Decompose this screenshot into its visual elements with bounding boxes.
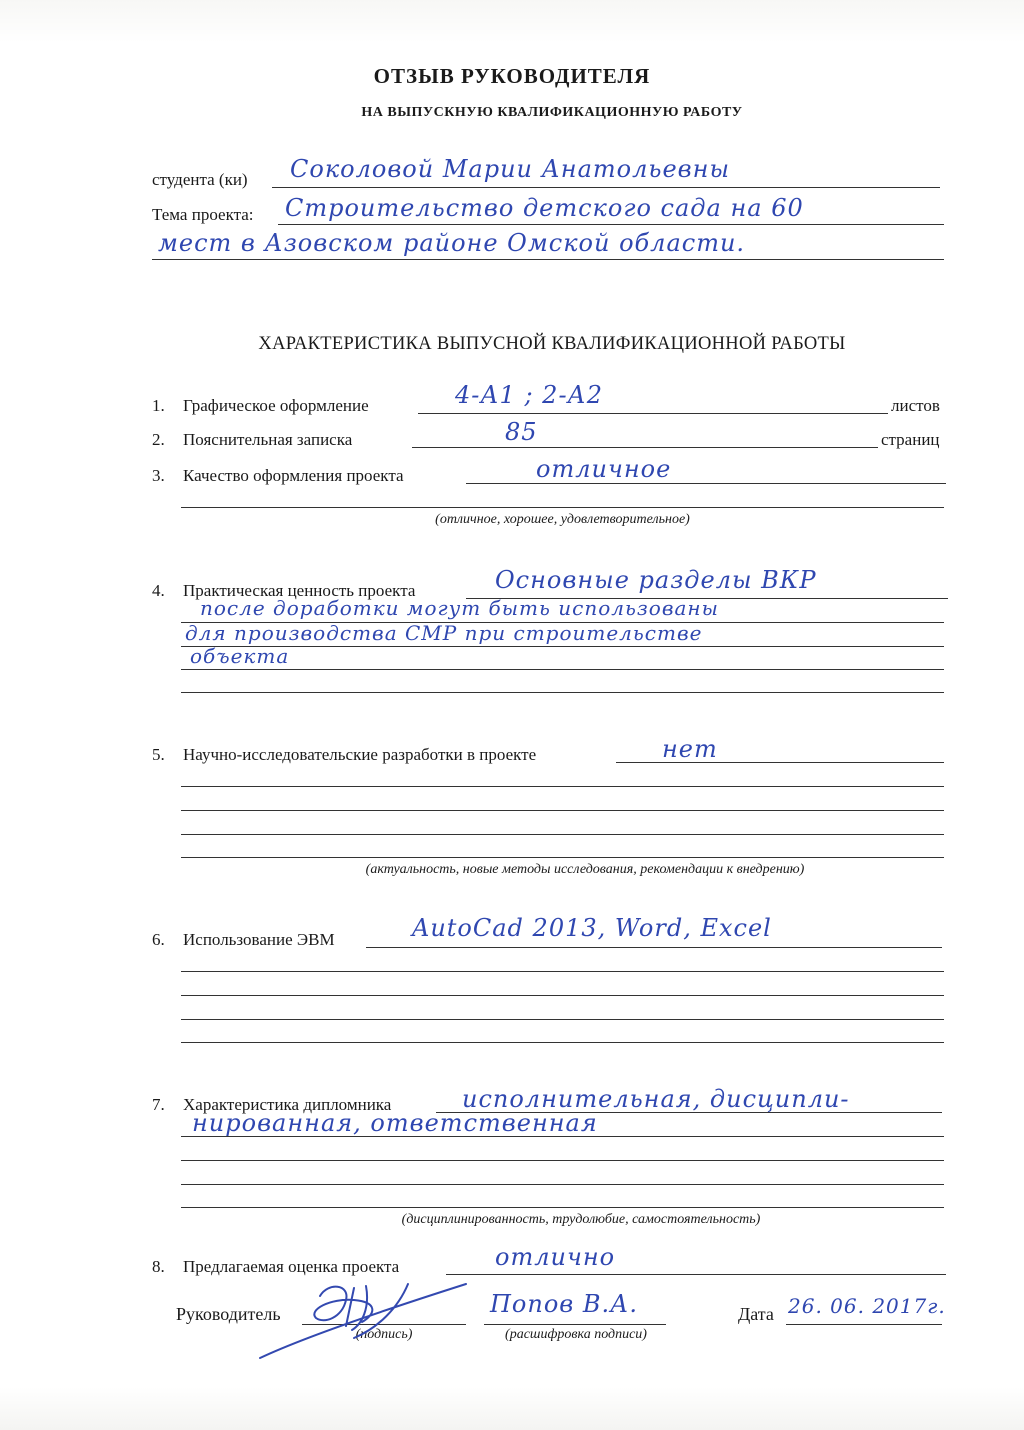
item-7-handwritten-1: исполнительная, дисципли- — [462, 1085, 850, 1113]
item-6-line-3 — [181, 995, 944, 996]
item-8-handwritten: отлично — [495, 1243, 616, 1271]
item-4-number: 4. — [152, 581, 165, 600]
item-5-line-3 — [181, 810, 944, 811]
item-4-line-5 — [181, 692, 944, 693]
student-label: студента (ки) — [152, 170, 248, 189]
item-3-handwritten: отличное — [536, 455, 672, 483]
item-3-label: Качество оформления проекта — [183, 466, 404, 485]
item-5-label: Научно-исследовательские разработки в проекте — [183, 745, 537, 764]
supervisor-name-handwritten: Попов В.А. — [490, 1290, 638, 1318]
student-line — [272, 187, 940, 188]
topic-line-2 — [152, 259, 944, 260]
item-6-line-2 — [181, 971, 944, 972]
document-subtitle: НА ВЫПУСКНУЮ КВАЛИФИКАЦИОННУЮ РАБОТУ — [361, 105, 743, 120]
item-3-hint: (отличное, хорошее, удовлетворительное) — [435, 512, 690, 527]
item-7-handwritten-2: нированная, ответственная — [192, 1109, 598, 1137]
item-5-line-2 — [181, 786, 944, 787]
item-6-label: Использование ЭВМ — [183, 930, 335, 949]
item-6-number: 6. — [152, 930, 165, 949]
topic-handwritten-1: Строительство детского сада на 60 — [285, 194, 804, 222]
item-8-number: 8. — [152, 1257, 165, 1276]
item-2-line — [412, 447, 878, 448]
signature-scribble — [258, 1278, 473, 1368]
item-7-line-5 — [181, 1207, 944, 1208]
item-7-line-3 — [181, 1160, 944, 1161]
section-heading: ХАРАКТЕРИСТИКА ВЫПУСНОЙ КВАЛИФИКАЦИОННОЙ РАБОТЫ — [258, 334, 846, 354]
item-1-handwritten: 4-А1 ; 2-А2 — [455, 381, 603, 409]
item-4-line-4 — [181, 669, 944, 670]
item-2-number: 2. — [152, 430, 165, 449]
student-name-handwritten: Соколовой Марии Анатольевны — [290, 155, 730, 183]
supervisor-label: Руководитель — [176, 1304, 281, 1324]
topic-line-1 — [278, 224, 944, 225]
item-7-hint: (дисциплинированность, трудолюбие, самостоятельность) — [401, 1212, 761, 1227]
item-1-label: Графическое оформление — [183, 396, 369, 415]
signature-hint: (подпись) — [355, 1327, 413, 1342]
item-4-line-3 — [181, 646, 944, 647]
item-7-line-4 — [181, 1184, 944, 1185]
date-label: Дата — [738, 1304, 774, 1324]
item-4-handwritten-4: объекта — [190, 644, 290, 668]
topic-label: Тема проекта: — [152, 205, 254, 224]
item-6-line-1 — [366, 947, 942, 948]
item-2-label: Пояснительная записка — [183, 430, 353, 449]
item-5-number: 5. — [152, 745, 165, 764]
item-3-line-2 — [181, 507, 944, 508]
item-8-line — [446, 1274, 946, 1275]
item-5-line-4 — [181, 834, 944, 835]
item-4-handwritten-3: для производства СМР при строительстве — [185, 621, 703, 645]
item-1-line — [418, 413, 888, 414]
item-3-line-1 — [466, 483, 946, 484]
item-6-line-5 — [181, 1042, 944, 1043]
item-2-suffix: страниц — [881, 430, 940, 449]
document-title: ОТЗЫВ РУКОВОДИТЕЛЯ — [373, 64, 651, 88]
item-4-handwritten-2: после доработки могут быть использованы — [200, 596, 719, 620]
item-4-handwritten-1: Основные разделы ВКР — [495, 566, 817, 594]
item-1-suffix: листов — [891, 396, 940, 415]
item-4-label: Практическая ценность проекта — [183, 581, 416, 600]
name-hint: (расшифровка подписи) — [505, 1327, 647, 1342]
item-3-number: 3. — [152, 466, 165, 485]
item-5-line-5 — [181, 857, 944, 858]
item-7-number: 7. — [152, 1095, 165, 1114]
item-6-line-4 — [181, 1019, 944, 1020]
name-line — [484, 1324, 666, 1325]
item-5-hint: (актуальность, новые методы исследования, рекомендации к внедрению) — [365, 862, 805, 877]
item-6-handwritten: AutoCad 2013, Word, Excel — [412, 914, 772, 942]
item-1-number: 1. — [152, 396, 165, 415]
topic-handwritten-2: мест в Азовском районе Омской области. — [158, 229, 746, 257]
item-2-handwritten: 85 — [505, 418, 538, 446]
item-7-label: Характеристика дипломника — [183, 1095, 392, 1114]
item-5-handwritten: нет — [662, 735, 718, 763]
date-line — [786, 1324, 942, 1325]
item-8-label: Предлагаемая оценка проекта — [183, 1257, 400, 1276]
date-handwritten: 26. 06. 2017г. — [788, 1294, 946, 1318]
